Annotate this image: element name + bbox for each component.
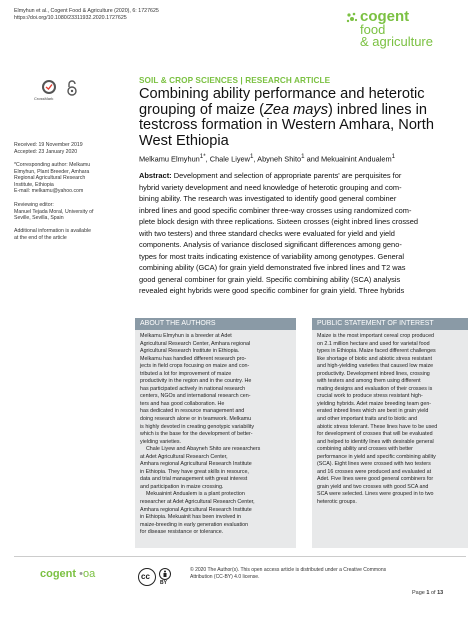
public-statement-box	[312, 318, 468, 548]
crossmark-label: CrossMark	[34, 96, 54, 101]
public-statement-line: Maize is the most important cereal crop produced	[317, 333, 435, 339]
author-name[interactable]: Abyneh Shito	[257, 154, 302, 164]
citation-doi[interactable]: https://doi.org/10.1080/23311932.2020.1727625	[14, 15, 127, 21]
public-statement-line: and 16 crosses were produced and evaluated at	[317, 468, 432, 475]
public-statement-line: productivity. Development inbred lines, crossing	[317, 370, 430, 377]
attribution-by-icon: BY	[158, 568, 172, 586]
additional-information: Additional information is available at the end of the article	[14, 228, 91, 241]
about-authors-line: Melkamu Elmyhun is a breeder at Adet	[140, 333, 232, 339]
about-authors-line: tributed a lot for improvement of maize	[140, 370, 232, 377]
public-statement-line: combining ability and crosses with better	[317, 446, 413, 453]
about-authors-line: productivity in the region and in the country. He	[140, 378, 252, 385]
about-authors-line: has dedicated in resource management and	[140, 408, 245, 415]
about-authors-line: for disease resistance or tolerance.	[140, 529, 224, 536]
about-authors-box	[135, 318, 296, 548]
about-authors-line: Chale Liyew and Abayneh Shito are researchers	[140, 446, 261, 453]
author-name[interactable]: Chale Liyew	[209, 154, 250, 164]
public-statement-line: yielding hybrids. Adet maize breeding team gen-	[317, 400, 432, 407]
about-authors-line: Agricultural Research Center, Amhara regional	[140, 340, 251, 347]
public-statement-line: SCA were selected. Lines were grouped in to two	[317, 491, 434, 498]
brand-line-3: & agriculture	[360, 34, 433, 49]
about-authors-line: Mekuainint Andualem is a plant protection	[140, 491, 245, 498]
public-statement-line: types in Ethiopia. Maize faced different challenges	[317, 348, 436, 355]
public-statement-line: performance in yield and specific combining ability	[317, 453, 436, 460]
creative-commons-icon[interactable]: cc	[138, 568, 156, 586]
public-statement-line: with testers and among them using different	[317, 378, 421, 385]
page-number: Page 1 of 13	[412, 590, 444, 596]
abstract: Abstract: Development and selection of appropriate parents' are perquisites for hybrid variety development and need knowledge of heterotic grouping and com- bining ability. The research was investigated to identify good general combiner inbred lines and good specific combiner three-way crosses using randomized com- plete block design with three replications. Sixteen crosses (eight inbred lines crossed with two testers) and three standard checks were evaluated for yield and yield components. Analysis of variance disclosed significant differences among geno- types for most traits indicating existence of variability among genotypes. General combining ability (GCA) for grain yield demonstrated five inbred lines and T2 was good general combiner for grain yield. Specific combining ability (SCA) analysis revealed eight hybrids were good specific combiner for grain yield. Three hybrids	[139, 171, 419, 296]
public-statement-text	[317, 333, 437, 507]
about-authors-line: doing research alone or in teamwork. Melkamu	[140, 416, 252, 423]
accepted-date: Accepted: 23 January 2020	[14, 149, 78, 155]
public-statement-line: for development of crosses that will be evaluated	[317, 431, 433, 438]
about-authors-line: ters and has good collaboration. He	[140, 400, 225, 407]
about-authors-line: at Adet Agricultural Research Center,	[140, 453, 228, 460]
public-statement-line: and other important traits and to biotic and	[317, 416, 418, 423]
about-authors-line: Amhara regional Agricultural Research Institute	[140, 506, 252, 513]
species-name: Zea mays	[263, 101, 329, 118]
about-authors-line: has participated actively in national research	[140, 385, 246, 392]
received-date: Received: 19 November 2019	[14, 142, 83, 148]
cogent-dots-icon	[346, 12, 358, 24]
cogent-oa-logo: cogent •oa	[40, 568, 96, 580]
public-statement-line: erated inbred lines which are best in grain yield	[317, 408, 429, 415]
open-access-icon	[66, 80, 78, 96]
public-statement-line: Adet. Five lines were good general combiners for	[317, 476, 434, 483]
public-statement-line: crucial work to produce stress resistant high-	[317, 393, 423, 400]
about-authors-line: in Ethiopia. They have great skills in resource,	[140, 468, 249, 475]
about-authors-line: in Ethiopia. Mekuainit has been involved in	[140, 514, 242, 521]
crossmark-icon[interactable]	[42, 80, 56, 94]
author-list: Melkamu Elmyhun$^{1*}$, Chale Liyew$^1$, Abyneh Shito$^1$ and Mekuainint Andualem$^1$	[139, 153, 396, 164]
brand-line-2: food	[360, 22, 386, 37]
footer-divider	[14, 556, 466, 557]
about-authors-line: yielding varieties.	[140, 438, 181, 445]
license-statement: © 2020 The Author(s). This open access article is distributed under a Creative Commons Attribution (CC-BY) 4.0 license.	[190, 567, 387, 580]
journal-brand-logo	[346, 10, 466, 50]
about-authors-line: Agricultural Research Institute in Ethiopia.	[140, 348, 240, 355]
author-email[interactable]: E-mail: melkamu@yahoo.com	[14, 188, 84, 195]
public-statement-heading: PUBLIC STATEMENT OF INTEREST	[312, 318, 468, 330]
public-statement-line: heterotic groups.	[317, 499, 357, 506]
public-statement-line: abiotic stress tolerant. These lines have to be used	[317, 423, 438, 430]
public-statement-line: grain yield and two crosses with good SCA and	[317, 483, 429, 490]
public-statement-line: on 2.1 million hectare and used for varietal food	[317, 340, 430, 347]
about-authors-heading: ABOUT THE AUTHORS	[135, 318, 296, 330]
public-statement-line: and high-yielding varieties that caused low maize	[317, 363, 434, 370]
about-authors-line: Amhara regional Agricultural Research Institute	[140, 461, 252, 468]
public-statement-line: and helped to identify lines with desirable general	[317, 438, 434, 445]
brand-name: cogent	[360, 8, 410, 25]
citation-line-1: Elmyhun et al., Cogent Food & Agriculture (2020), 6: 1727625	[14, 8, 159, 14]
reviewing-editor: Reviewing editor: Manuel Tejada Moral, University of Seville, Sevilla, Spain	[14, 202, 94, 222]
about-authors-line: maize-breeding in early generation evaluation	[140, 521, 249, 528]
author-name[interactable]: Melkamu Elmyhun	[139, 154, 200, 164]
corresponding-author: *Corresponding author: Melkamu Elmyhun, Plant Breeder, Amhara Regional Agricultural Research Institute, Ethiopia E-mail: melkamu@yahoo.com	[14, 162, 129, 195]
about-authors-line: data and trial management with great interest	[140, 476, 248, 483]
public-statement-line: mating designs and evaluation of their crosses is	[317, 385, 433, 392]
author-name[interactable]: Mekuainint Andualem	[321, 154, 392, 164]
about-authors-line: centers, NGOs and international research cen-	[140, 393, 251, 400]
abstract-label: Abstract:	[139, 171, 172, 180]
section-label: SOIL & CROP SCIENCES | RESEARCH ARTICLE	[139, 76, 331, 85]
article-title: Combining ability performance and heterotic grouping of maize (Zea mays) inbred lines in testcross formation in Western Amhara, North West Ethiopia	[139, 86, 434, 149]
about-authors-line: is highly devoted in creating genotypic variability	[140, 423, 255, 430]
citation-header	[14, 8, 159, 22]
about-authors-line: and participation in maize crossing.	[140, 483, 224, 490]
about-authors-line: researcher at Adet Agricultural Research Center,	[140, 499, 255, 506]
about-authors-text	[140, 333, 260, 537]
about-authors-line: Melkamu has handled different research pro-	[140, 355, 247, 362]
public-statement-line: (SCA). Eight lines were crossed with two testers	[317, 461, 431, 468]
about-authors-line: which is the base for the development of better-	[140, 431, 253, 438]
public-statement-line: like shortage of biotic and abiotic stress resistant	[317, 355, 432, 362]
about-authors-line: jects in field crops focusing on maize and con-	[140, 363, 250, 370]
